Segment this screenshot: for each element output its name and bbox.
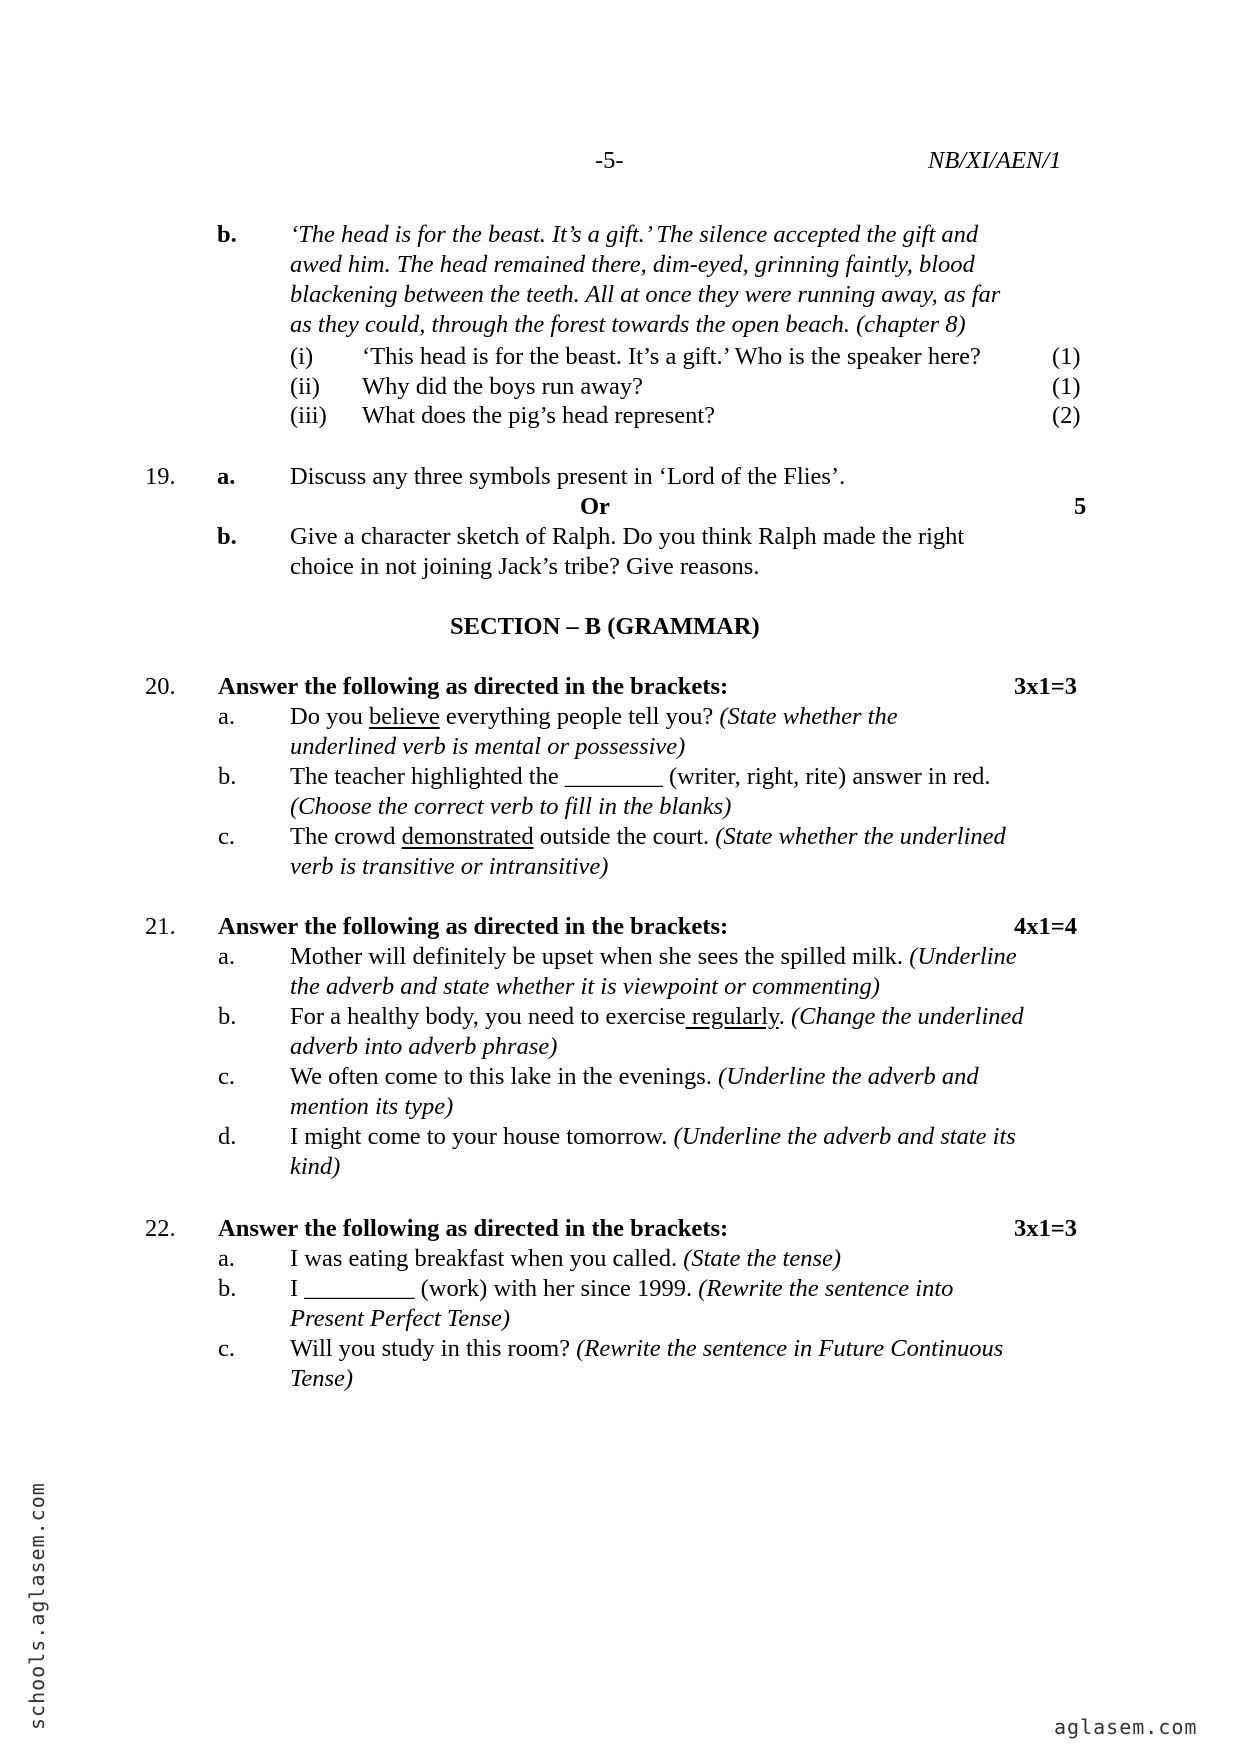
side-watermark: schools.aglasem.com [25, 1482, 49, 1730]
q18b-sub-marks: (1) [1052, 373, 1081, 400]
q21b-post: . [778, 1003, 791, 1030]
q22-heading: Answer the following as directed in the brackets: [218, 1215, 729, 1242]
q22b-instruction-cont: Present Perfect Tense) [290, 1305, 510, 1332]
q22a-label: a. [218, 1245, 235, 1272]
q20b-instruction: (Choose the correct verb to fill in the blanks) [290, 793, 732, 820]
page-number: -5- [595, 147, 624, 174]
q21d-text [290, 1122, 1016, 1152]
q20c-post: outside the court. [533, 823, 716, 850]
q20a-pre: Do you [290, 703, 369, 730]
q19b-line: choice in not joining Jack’s tribe? Give reasons. [290, 553, 760, 580]
q20a-underlined: believe [368, 703, 440, 730]
q18b-sub-num: (ii) [290, 373, 320, 400]
q18b-sub-text: What does the pig’s head represent? [362, 402, 716, 429]
q21-marks: 4x1=4 [1014, 913, 1077, 940]
q22-number: 22. [145, 1215, 176, 1242]
or-separator: Or [580, 493, 610, 520]
q20a-label: a. [218, 703, 235, 730]
passage-line: awed him. The head remained there, dim-eyed, grinning faintly, blood [290, 251, 975, 278]
q21c-instruction: (Underline the adverb and [718, 1063, 979, 1090]
q20b-label: b. [218, 763, 237, 790]
q21-number: 21. [145, 913, 176, 940]
q21d-sentence: I might come to your house tomorrow. [290, 1123, 674, 1150]
q21b-pre: For a healthy body, you need to exercise [290, 1003, 686, 1030]
passage-line: blackening between the teeth. All at once they were running away, as far [290, 281, 1001, 308]
q19a-text: Discuss any three symbols present in ‘Lord of the Flies’. [290, 463, 846, 490]
q22a-instruction: (State the tense) [683, 1245, 842, 1272]
q20-heading: Answer the following as directed in the brackets: [218, 673, 729, 700]
q20c-instruction: (State whether the underlined [715, 823, 1006, 850]
q18b-passage [290, 220, 1090, 345]
section-heading: SECTION – B (GRAMMAR) [450, 613, 760, 640]
q19a-label: a. [217, 463, 236, 490]
q21c-label: c. [218, 1063, 235, 1090]
q19b-label: b. [217, 523, 237, 550]
q21a-instruction: (Underline [909, 943, 1017, 970]
q22c-label: c. [218, 1335, 235, 1362]
q21c-instruction-cont: mention its type) [290, 1093, 454, 1120]
q20c-text [290, 822, 1006, 852]
q19b-line: Give a character sketch of Ralph. Do you think Ralph made the right [290, 523, 965, 550]
q18b-sub-num: (iii) [290, 402, 327, 429]
q21a-text [290, 942, 1017, 972]
q21a-instruction-cont: the adverb and state whether it is viewpoint or commenting) [290, 973, 880, 1000]
q22-marks: 3x1=3 [1014, 1215, 1077, 1242]
q22b-sentence: I _________ (work) with her since 1999. [290, 1275, 699, 1302]
q20a-instruction: (State whether the [719, 703, 898, 730]
q21c-sentence: We often come to this lake in the evenings. [290, 1063, 719, 1090]
q21c-text [290, 1062, 979, 1092]
q18b-sub-num: (i) [290, 343, 314, 370]
q21b-instruction: (Change the underlined [790, 1003, 1024, 1030]
footer-watermark: aglasem.com [1054, 1715, 1198, 1739]
q20c-underlined: demonstrated [401, 823, 534, 850]
q20a-post: everything people tell you? [439, 703, 720, 730]
q18b-label: b. [217, 221, 237, 248]
q20-marks: 3x1=3 [1014, 673, 1077, 700]
q18b-sub-text: Why did the boys run away? [362, 373, 643, 400]
q21d-instruction-cont: kind) [290, 1153, 341, 1180]
q20a-instruction-cont: underlined verb is mental or possessive) [290, 733, 686, 760]
q18b-sub-marks: (2) [1052, 402, 1081, 429]
q22c-instruction: (Rewrite the sentence in Future Continuous [576, 1335, 1004, 1362]
q21b-text [290, 1002, 1024, 1032]
q22c-text [290, 1334, 1003, 1364]
q19-number: 19. [145, 463, 176, 490]
q18b-sub-marks: (1) [1052, 343, 1081, 370]
q22a-sentence: I was eating breakfast when you called. [290, 1245, 684, 1272]
q21a-label: a. [218, 943, 235, 970]
q21b-underlined: regularly [685, 1003, 779, 1030]
q22c-sentence: Will you study in this room? [290, 1335, 577, 1362]
q20b-text: The teacher highlighted the ________ (writer, right, rite) answer in red. [290, 763, 991, 790]
q21d-label: d. [218, 1123, 237, 1150]
q22b-instruction: (Rewrite the sentence into [698, 1275, 954, 1302]
q20a-text [290, 702, 898, 732]
q21b-instruction-cont: adverb into adverb phrase) [290, 1033, 558, 1060]
q22a-text [290, 1244, 841, 1274]
q20c-label: c. [218, 823, 235, 850]
q21d-instruction: (Underline the adverb and state its [673, 1123, 1016, 1150]
q20-number: 20. [145, 673, 176, 700]
passage-line: as they could, through the forest towards the open beach. (chapter 8) [290, 311, 966, 338]
q19-marks: 5 [1074, 493, 1087, 520]
q22b-text [290, 1274, 953, 1304]
q21a-sentence: Mother will definitely be upset when she sees the spilled milk. [290, 943, 910, 970]
q20c-pre: The crowd [290, 823, 402, 850]
q22b-label: b. [218, 1275, 237, 1302]
q21b-label: b. [218, 1003, 237, 1030]
q22c-instruction-cont: Tense) [290, 1365, 354, 1392]
passage-line: ‘The head is for the beast. It’s a gift.’ The silence accepted the gift and [290, 221, 979, 248]
q18b-sub-text: ‘This head is for the beast. It’s a gift.’ Who is the speaker here? [362, 343, 981, 370]
q21-heading: Answer the following as directed in the brackets: [218, 913, 729, 940]
paper-code: NB/XI/AEN/1 [928, 147, 1062, 174]
q20c-instruction-cont: verb is transitive or intransitive) [290, 853, 609, 880]
